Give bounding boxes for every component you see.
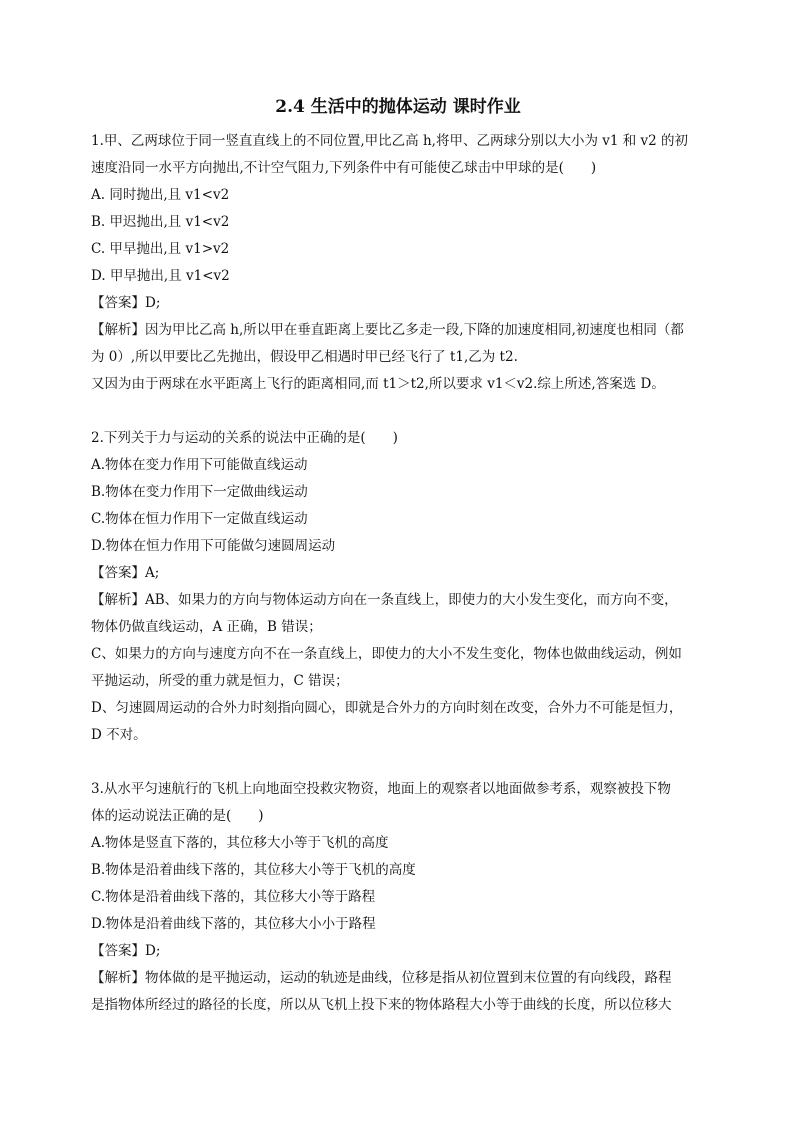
analysis-line: 又因为由于两球在水平距离上飞行的距离相同,而 t1＞t2,所以要求 v1＜v2.综上所述,答案选 D。 [91, 376, 665, 392]
option-b: B.物体在变力作用下一定做曲线运动 [91, 484, 308, 500]
question-stem-line: 1.甲、乙两球位于同一竖直直线上的不同位置,甲比乙高 h,将甲、乙两球分别以大小为 v1 和 v2 的初 [91, 133, 689, 149]
analysis-line: 【解析】物体做的是平抛运动，运动的轨迹是曲线，位移是指从初位置到末位置的有向线段，路程 [91, 970, 672, 986]
analysis-line: 【解析】因为甲比乙高 h,所以甲在垂直距离上要比乙多走一段,下降的加速度相同,初速度也相同（都 [91, 322, 684, 338]
answer-line: 【答案】D; [91, 295, 161, 311]
question-stem-line: 体的运动说法正确的是( ) [91, 808, 264, 824]
question-3 [91, 776, 705, 1019]
analysis-line: 为 0）,所以甲要比乙先抛出，假设甲乙相遇时甲已经飞行了 t1,乙为 t2. [91, 349, 518, 365]
answer-line: 【答案】D; [91, 943, 161, 959]
question-stem-line: 3.从水平匀速航行的飞机上向地面空投救灾物资，地面上的观察者以地面做参考系，观察被投下物 [91, 781, 671, 797]
answer-line: 【答案】A; [91, 565, 160, 581]
analysis-line: 【解析】AB、如果力的方向与物体运动方向在一条直线上，即使力的大小发生变化，而方向不变， [91, 592, 678, 608]
analysis-line: 平抛运动，所受的重力就是恒力，C 错误； [91, 673, 349, 689]
document-title: 2.4 生活中的抛体运动 课时作业 [275, 97, 521, 117]
analysis-line: 物体仍做直线运动，A 正确，B 错误； [91, 619, 322, 635]
option-c: C.物体是沿着曲线下落的，其位移大小等于路程 [91, 889, 376, 905]
option-b: B.物体是沿着曲线下落的，其位移大小等于飞机的高度 [91, 862, 416, 878]
spacer [91, 749, 705, 776]
option-d: D.物体在恒力作用下可能做匀速圆周运动 [91, 538, 336, 554]
option-d: D.物体是沿着曲线下落的，其位移大小小于路程 [91, 916, 376, 932]
option-a: A. 同时抛出,且 v1<v2 [91, 187, 230, 203]
analysis-line: D、匀速圆周运动的合外力时刻指向圆心，即就是合外力的方向时刻在改变，合外力不可能是恒力， [91, 700, 683, 716]
question-2 [91, 425, 705, 749]
option-a: A.物体在变力作用下可能做直线运动 [91, 457, 308, 473]
option-d: D. 甲早抛出,且 v1<v2 [91, 268, 230, 284]
analysis-line: 是指物体所经过的路径的长度，所以从飞机上投下来的物体路程大小等于曲线的长度，所以位移大 [91, 997, 672, 1013]
question-stem-line: 速度沿同一水平方向抛出,不计空气阻力,下列条件中有可能使乙球击中甲球的是( ) [91, 160, 597, 176]
option-c: C.物体在恒力作用下一定做直线运动 [91, 511, 308, 527]
analysis-line: D 不对。 [91, 727, 147, 743]
question-1 [91, 128, 705, 398]
option-a: A.物体是竖直下落的，其位移大小等于飞机的高度 [91, 835, 389, 851]
document-page [91, 96, 705, 1019]
spacer [91, 398, 705, 425]
analysis-line: C、如果力的方向与速度方向不在一条直线上，即使力的大小不发生变化，物体也做曲线运动，例如 [91, 646, 682, 662]
question-stem-line: 2.下列关于力与运动的关系的说法中正确的是( ) [91, 430, 398, 446]
option-b: B. 甲迟抛出,且 v1<v2 [91, 214, 230, 230]
option-c: C. 甲早抛出,且 v1>v2 [91, 241, 230, 257]
